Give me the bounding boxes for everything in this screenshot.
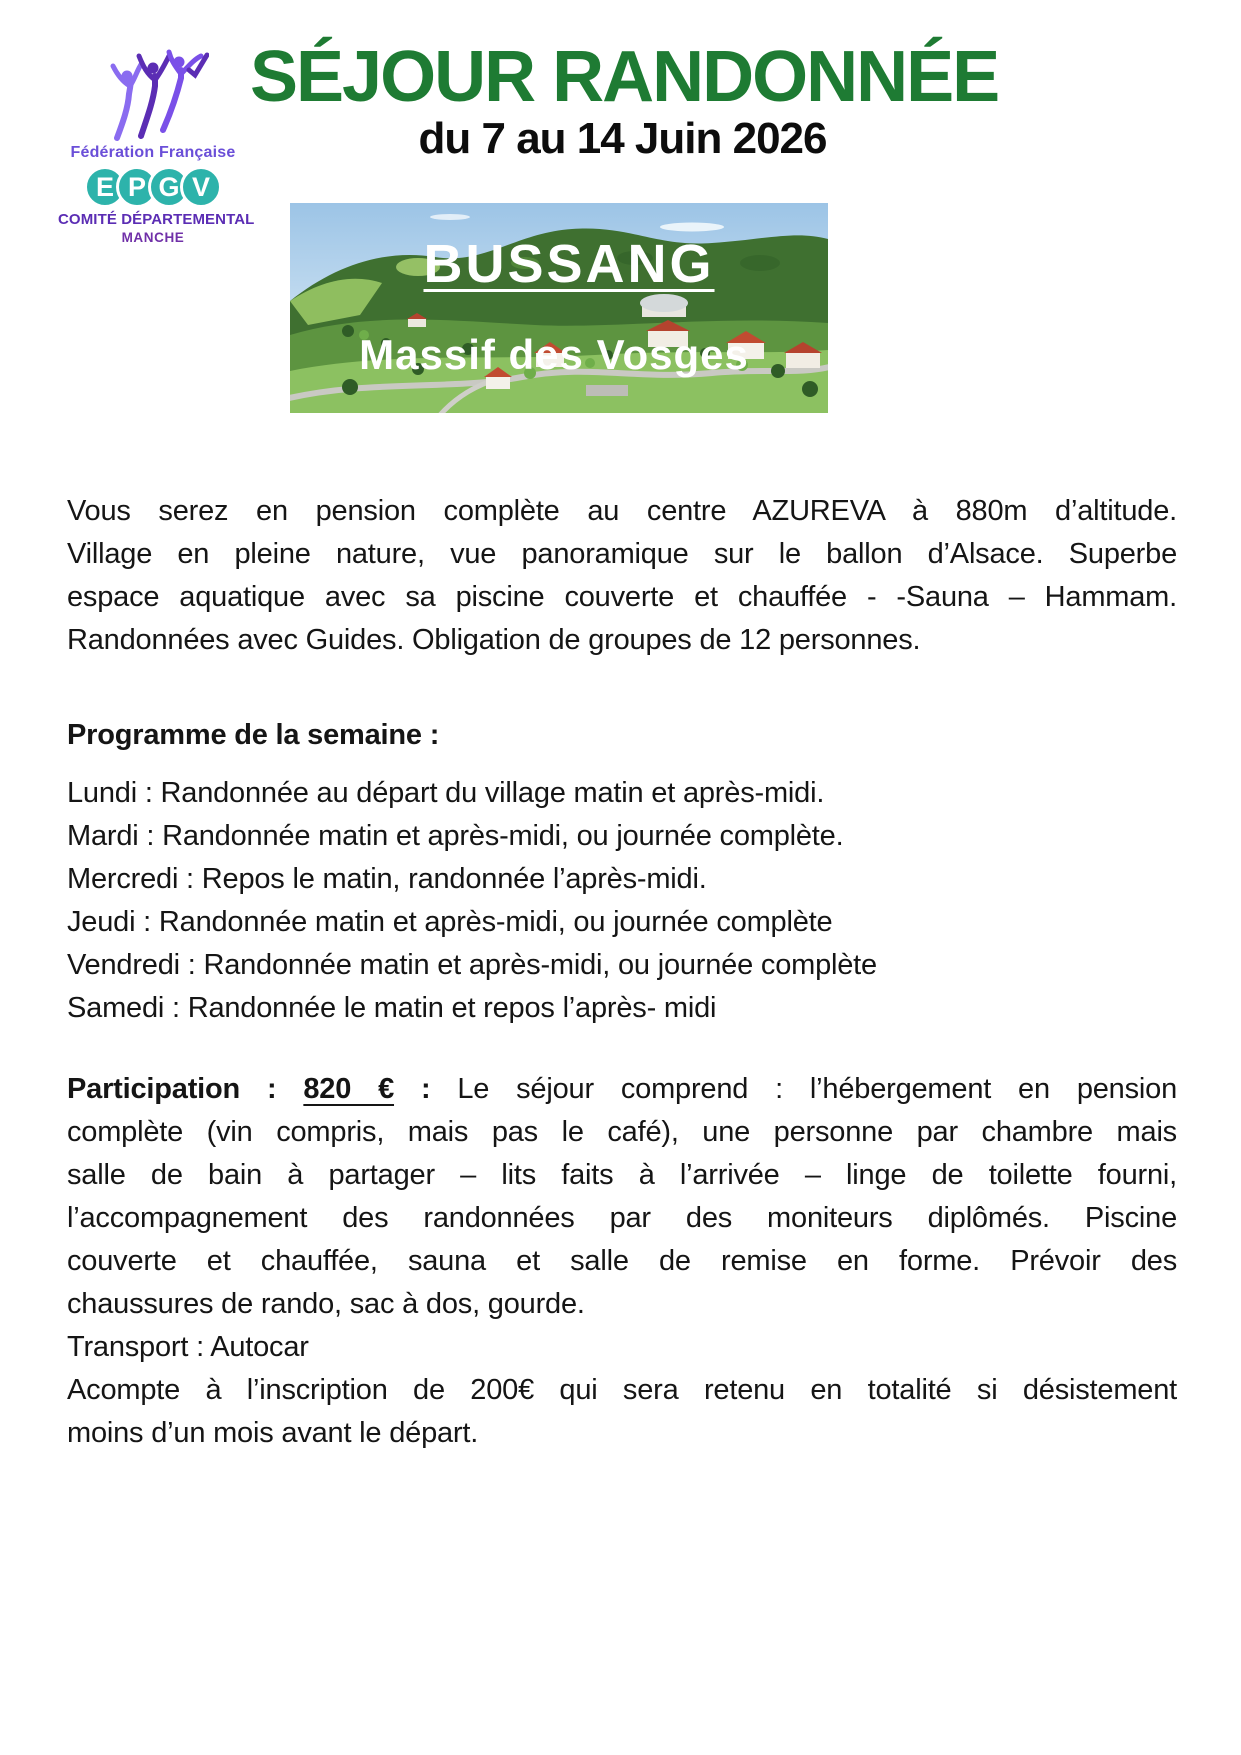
program-day-mardi: Mardi : Randonnée matin et après-midi, ou journée complète.: [67, 820, 844, 852]
epgv-letters: [58, 166, 248, 208]
participation-line: complète (vin compris, mais pas le café), une personne par chambre mais: [67, 1116, 1177, 1148]
participation-line: [67, 1068, 1177, 1111]
participation-price: 820 €: [303, 1073, 395, 1105]
hero-region-label: Massif des Vosges: [359, 331, 749, 378]
page-title: SÉJOUR RANDONNÉE: [250, 37, 999, 117]
intro-line: Vous serez en pension complète au centre AZUREVA à 880m d’altitude.: [67, 495, 1177, 527]
title-block: [250, 37, 999, 163]
epgv-letter-v: V: [180, 166, 222, 208]
deposit-line: Acompte à l’inscription de 200€ qui sera retenu en totalité si désistement: [67, 1374, 1177, 1406]
participation-label: Participation :: [67, 1073, 304, 1105]
intro-line: Randonnées avec Guides. Obligation de groupes de 12 personnes.: [67, 624, 921, 656]
participation-price-colon: :: [394, 1073, 458, 1105]
participation-line: chaussures de rando, sac à dos, gourde.: [67, 1288, 585, 1320]
logo-departement-text: MANCHE: [121, 230, 185, 245]
program-heading: Programme de la semaine :: [67, 719, 440, 751]
program-list: [67, 772, 1177, 1030]
logo-federation-text: Fédération Française: [70, 144, 236, 161]
deposit-line: moins d’un mois avant le départ.: [67, 1417, 479, 1449]
participation-line: l’accompagnement des randonnées par des moniteurs diplômés. Piscine: [67, 1202, 1177, 1234]
intro-line: Village en pleine nature, vue panoramique sur le ballon d’Alsace. Superbe: [67, 538, 1177, 570]
participation-line: salle de bain à partager – lits faits à l’arrivée – linge de toilette fourni,: [67, 1159, 1177, 1191]
epgv-letter-g: G: [148, 166, 190, 208]
hero-location-label: BUSSANG: [423, 234, 715, 294]
participation-paragraph: [67, 1068, 1177, 1455]
epgv-letter-e: E: [84, 166, 126, 208]
document-body: [67, 490, 1177, 1455]
transport-line: Transport : Autocar: [67, 1331, 309, 1363]
program-day-jeudi: Jeudi : Randonnée matin et après-midi, ou journée complète: [67, 906, 833, 938]
epgv-figures-icon: [97, 46, 209, 142]
hero-photo: [290, 203, 828, 413]
program-day-samedi: Samedi : Randonnée le matin et repos l’après- midi: [67, 992, 717, 1024]
participation-line: couverte et chauffée, sauna et salle de remise en forme. Prévoir des: [67, 1245, 1177, 1277]
epgv-letter-p: P: [116, 166, 158, 208]
intro-line: espace aquatique avec sa piscine couverte et chauffée - -Sauna – Hammam.: [67, 581, 1177, 613]
participation-text: Le séjour comprend : l’hébergement en pension: [457, 1073, 1178, 1105]
program-day-lundi: Lundi : Randonnée au départ du village matin et après-midi.: [67, 777, 825, 809]
program-day-vendredi: Vendredi : Randonnée matin et après-midi, ou journée complète: [67, 949, 877, 981]
program-day-mercredi: Mercredi : Repos le matin, randonnée l’après-midi.: [67, 863, 707, 895]
page-subtitle: du 7 au 14 Juin 2026: [418, 114, 827, 163]
intro-paragraph: [67, 490, 1177, 662]
logo-comite-text: COMITÉ DÉPARTEMENTAL: [58, 211, 255, 228]
epgv-logo: [58, 46, 255, 245]
